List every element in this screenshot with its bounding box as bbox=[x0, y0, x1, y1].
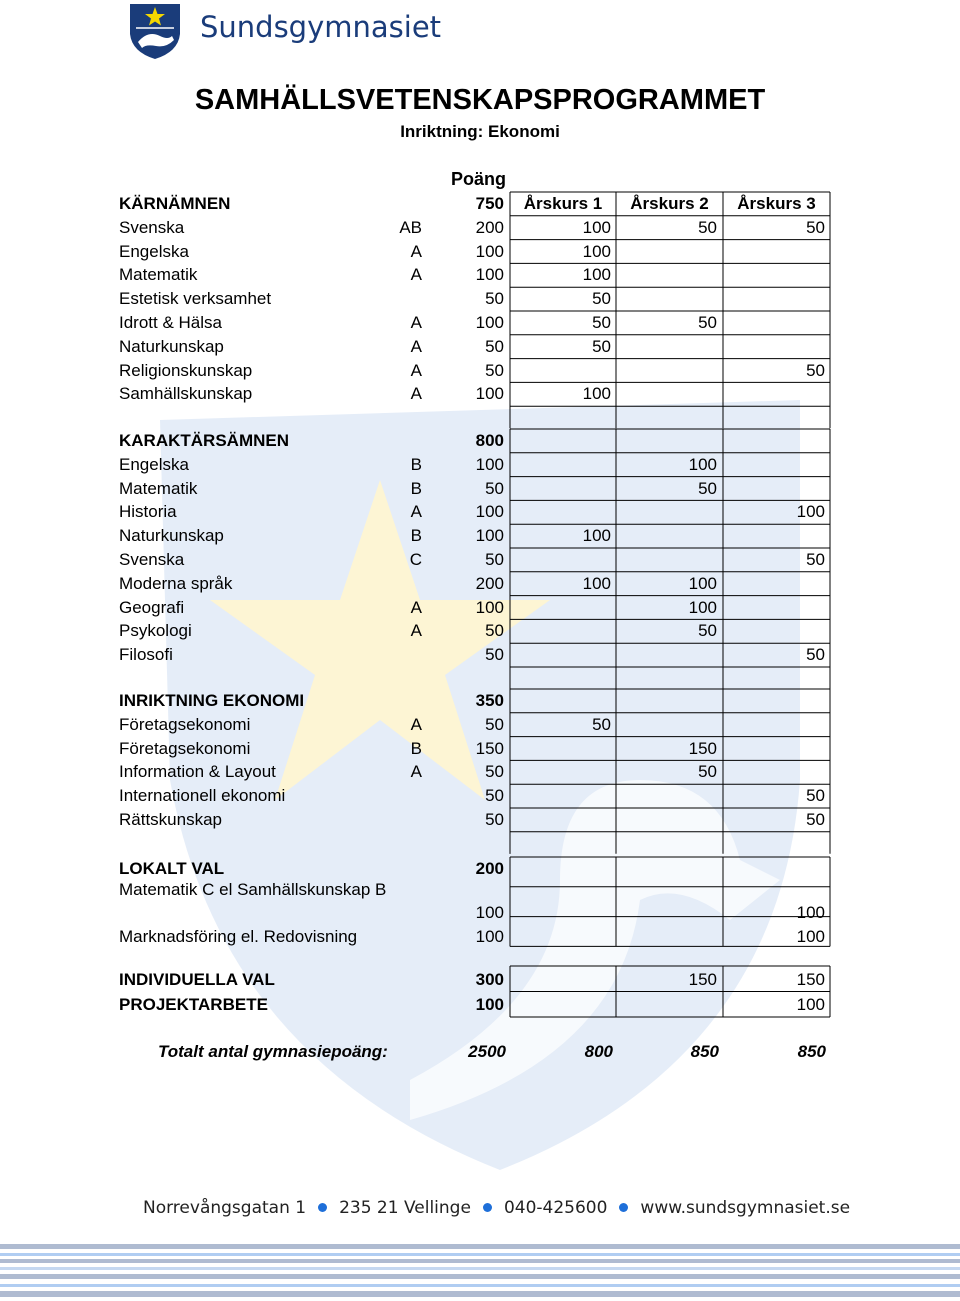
year1-points bbox=[520, 500, 611, 524]
section-points: 800 bbox=[475, 431, 504, 450]
year3-points bbox=[733, 382, 825, 406]
course-level: A bbox=[410, 360, 422, 380]
year1-points bbox=[520, 760, 611, 784]
course-level bbox=[378, 784, 422, 808]
total-points: 2500 bbox=[468, 1042, 506, 1061]
course-name: Samhällskunskap bbox=[119, 384, 253, 404]
course-points: 100 bbox=[475, 241, 504, 261]
section-title: KÄRNÄMNEN bbox=[119, 194, 231, 213]
stripe bbox=[0, 1274, 960, 1279]
course-points: 100 bbox=[475, 597, 504, 617]
course-level: A bbox=[410, 241, 422, 261]
stripe bbox=[0, 1291, 960, 1297]
year1-points bbox=[520, 359, 611, 383]
course-name: Naturkunskap bbox=[119, 336, 224, 356]
total-year2: 850 bbox=[690, 1042, 719, 1061]
course-points: 50 bbox=[485, 478, 504, 498]
year2-points bbox=[626, 808, 717, 832]
course-level bbox=[378, 572, 422, 596]
section-title: LOKALT VAL bbox=[119, 859, 225, 878]
year-header-2: Årskurs 2 bbox=[630, 194, 709, 213]
year1-points bbox=[520, 808, 611, 832]
course-level bbox=[378, 287, 422, 311]
course-level: B bbox=[410, 738, 422, 758]
school-name: Sundsgymnasiet bbox=[200, 10, 442, 44]
year1-points: 100 bbox=[582, 265, 611, 285]
year2-points bbox=[626, 901, 717, 925]
bullet-icon bbox=[619, 1203, 628, 1212]
year1-points bbox=[520, 643, 611, 667]
footer-phone: 040-425600 bbox=[503, 1198, 608, 1218]
course-name: Företagsekonomi bbox=[119, 738, 251, 758]
year2-points bbox=[626, 335, 717, 359]
course-name: Psykologi bbox=[119, 621, 192, 641]
year2-points bbox=[626, 784, 717, 808]
course-name: Svenska bbox=[119, 217, 185, 237]
year3-points bbox=[733, 596, 825, 620]
year1-points bbox=[520, 968, 611, 992]
section-points: 350 bbox=[475, 691, 504, 710]
year1-points bbox=[520, 993, 611, 1017]
course-points: 50 bbox=[485, 714, 504, 734]
footer-address: Norrevångsgatan 1 bbox=[143, 1198, 307, 1218]
course-points: 50 bbox=[485, 289, 504, 309]
year3-points bbox=[733, 524, 825, 548]
year3-points: 100 bbox=[796, 994, 825, 1014]
course-points: 50 bbox=[485, 810, 504, 829]
course-level: A bbox=[410, 265, 422, 285]
year2-points bbox=[626, 993, 717, 1017]
course-name: Estetisk verksamhet bbox=[119, 289, 272, 309]
course-points: 100 bbox=[475, 502, 504, 522]
section-title: INDIVIDUELLA VAL bbox=[119, 970, 275, 989]
year1-points: 50 bbox=[592, 289, 611, 309]
year3-points: 50 bbox=[806, 550, 825, 569]
course-level bbox=[378, 901, 422, 925]
course-name: Svenska bbox=[119, 550, 185, 569]
year2-points bbox=[626, 524, 717, 548]
section-title: KARAKTÄRSÄMNEN bbox=[119, 431, 289, 450]
course-points: 100 bbox=[475, 384, 504, 404]
course-level: A bbox=[410, 313, 422, 332]
total-label: Totalt antal gymnasiepoäng: bbox=[158, 1042, 388, 1061]
footer bbox=[143, 1198, 850, 1218]
year3-points: 50 bbox=[806, 645, 825, 665]
course-points: 100 bbox=[475, 313, 504, 332]
year3-points: 100 bbox=[796, 926, 825, 946]
stripe bbox=[0, 1259, 960, 1263]
course-points: 100 bbox=[475, 265, 504, 285]
year1-points bbox=[520, 548, 611, 572]
course-level: A bbox=[410, 502, 422, 522]
total-year3: 850 bbox=[797, 1042, 826, 1061]
year-header-3: Årskurs 3 bbox=[737, 194, 816, 213]
year1-points bbox=[520, 925, 611, 949]
year3-points bbox=[733, 335, 825, 359]
course-name: Matematik C el Samhällskunskap B bbox=[119, 879, 387, 899]
year2-points bbox=[626, 240, 717, 264]
stripe bbox=[0, 1284, 960, 1287]
bottom-stripes bbox=[0, 1244, 960, 1301]
course-points: 200 bbox=[475, 217, 504, 237]
course-name: Matematik bbox=[119, 265, 198, 285]
bullet-icon bbox=[483, 1203, 492, 1212]
year3-points bbox=[733, 760, 825, 784]
year2-points bbox=[626, 500, 717, 524]
course-name: Idrott & Hälsa bbox=[119, 313, 222, 332]
section-title: INRIKTNING EKONOMI bbox=[119, 691, 305, 710]
year2-points: 100 bbox=[688, 454, 717, 474]
year1-points bbox=[520, 784, 611, 808]
year3-points: 50 bbox=[806, 810, 825, 829]
year2-points bbox=[626, 287, 717, 311]
total-year1: 800 bbox=[584, 1042, 613, 1061]
course-name: Religionskunskap bbox=[119, 360, 253, 380]
course-level: C bbox=[409, 550, 422, 569]
year1-points bbox=[520, 477, 611, 501]
course-points: 100 bbox=[475, 926, 504, 946]
year2-points: 50 bbox=[698, 217, 717, 237]
year2-points: 50 bbox=[698, 762, 717, 782]
section-points: 200 bbox=[475, 859, 504, 878]
course-points: 50 bbox=[485, 550, 504, 569]
course-level bbox=[378, 925, 422, 949]
course-name: Filosofi bbox=[119, 645, 173, 665]
year3-points bbox=[733, 619, 825, 643]
year2-points: 150 bbox=[688, 738, 717, 758]
points-header: Poäng bbox=[450, 169, 506, 189]
year1-points: 50 bbox=[592, 714, 611, 734]
section-points: 300 bbox=[475, 970, 504, 989]
year3-points bbox=[733, 263, 825, 287]
course-level: B bbox=[410, 526, 422, 546]
footer-postal: 235 21 Vellinge bbox=[339, 1198, 471, 1218]
year2-points bbox=[626, 548, 717, 572]
year3-points bbox=[733, 713, 825, 737]
year3-points: 150 bbox=[796, 970, 825, 989]
stripe bbox=[0, 1267, 960, 1270]
page-title: SAMHÄLLSVETENSKAPSPROGRAMMET bbox=[194, 84, 766, 116]
course-level: A bbox=[410, 336, 422, 356]
year1-points: 100 bbox=[582, 526, 611, 546]
course-name: Matematik bbox=[119, 478, 198, 498]
course-name: Information & Layout bbox=[119, 762, 276, 782]
year1-points: 100 bbox=[582, 241, 611, 261]
course-name: Internationell ekonomi bbox=[119, 786, 286, 806]
section-title: PROJEKTARBETE bbox=[119, 994, 268, 1014]
course-name: Marknadsföring el. Redovisning bbox=[119, 926, 358, 946]
year2-points: 100 bbox=[688, 597, 717, 617]
year1-points bbox=[520, 737, 611, 761]
year2-points bbox=[626, 643, 717, 667]
year2-points bbox=[626, 713, 717, 737]
course-level bbox=[378, 643, 422, 667]
course-points: 50 bbox=[485, 336, 504, 356]
year3-points bbox=[733, 477, 825, 501]
stripe bbox=[0, 1244, 960, 1249]
year2-points: 50 bbox=[698, 478, 717, 498]
year1-points: 50 bbox=[592, 336, 611, 356]
course-name: Geografi bbox=[119, 597, 185, 617]
year1-points bbox=[520, 453, 611, 477]
course-name: Engelska bbox=[119, 454, 189, 474]
course-points: 150 bbox=[475, 738, 504, 758]
year2-points: 100 bbox=[688, 573, 717, 593]
year2-points bbox=[626, 263, 717, 287]
course-level: A bbox=[410, 714, 422, 734]
year3-points: 50 bbox=[806, 360, 825, 380]
course-points: 50 bbox=[485, 762, 504, 782]
course-points: 200 bbox=[475, 573, 504, 593]
section-points: 750 bbox=[475, 194, 504, 213]
footer-website[interactable]: www.sundsgymnasiet.se bbox=[640, 1198, 851, 1218]
course-level: A bbox=[410, 384, 422, 404]
course-points: 100 bbox=[475, 902, 504, 922]
year3-points: 50 bbox=[806, 217, 825, 237]
year3-points: 50 bbox=[806, 786, 825, 806]
year1-points: 100 bbox=[582, 384, 611, 404]
page-subtitle: Inriktning: Ekonomi bbox=[400, 122, 560, 141]
year3-points: 100 bbox=[796, 502, 825, 522]
course-points: 50 bbox=[485, 645, 504, 665]
year3-points bbox=[733, 311, 825, 335]
course-level: B bbox=[410, 478, 422, 498]
course-name: Moderna språk bbox=[119, 573, 233, 593]
course-level: A bbox=[410, 621, 422, 641]
year1-points bbox=[520, 619, 611, 643]
course-points: 50 bbox=[485, 360, 504, 380]
section-points: 100 bbox=[475, 994, 504, 1014]
year1-points: 100 bbox=[582, 217, 611, 237]
bullet-icon bbox=[318, 1203, 327, 1212]
course-level: B bbox=[410, 454, 422, 474]
course-name: Engelska bbox=[119, 241, 189, 261]
course-level bbox=[378, 808, 422, 832]
year1-points: 100 bbox=[582, 573, 611, 593]
course-name: Företagsekonomi bbox=[119, 714, 251, 734]
course-name: Naturkunskap bbox=[119, 526, 224, 546]
year3-points bbox=[733, 572, 825, 596]
year2-points: 50 bbox=[698, 621, 717, 641]
year-header-1: Årskurs 1 bbox=[523, 194, 603, 213]
course-points: 50 bbox=[485, 621, 504, 641]
course-name: Rättskunskap bbox=[119, 810, 222, 829]
year2-points bbox=[626, 382, 717, 406]
course-points: 100 bbox=[475, 454, 504, 474]
course-level: A bbox=[410, 597, 422, 617]
year2-points: 50 bbox=[698, 313, 717, 332]
stripe bbox=[0, 1253, 960, 1256]
year3-points bbox=[733, 737, 825, 761]
course-level: AB bbox=[399, 217, 422, 237]
course-points: 100 bbox=[475, 526, 504, 546]
course-name: Historia bbox=[119, 502, 177, 522]
year2-points bbox=[626, 925, 717, 949]
shield-logo-icon bbox=[128, 2, 182, 60]
course-level: A bbox=[410, 762, 422, 782]
year2-points: 150 bbox=[688, 970, 717, 989]
year1-points: 50 bbox=[592, 313, 611, 332]
year3-points bbox=[733, 287, 825, 311]
year2-points bbox=[626, 359, 717, 383]
course-points: 50 bbox=[485, 786, 504, 806]
year1-points bbox=[520, 596, 611, 620]
year3-points: 100 bbox=[796, 902, 825, 922]
year3-points bbox=[733, 453, 825, 477]
year3-points bbox=[733, 240, 825, 264]
year1-points bbox=[520, 901, 611, 925]
